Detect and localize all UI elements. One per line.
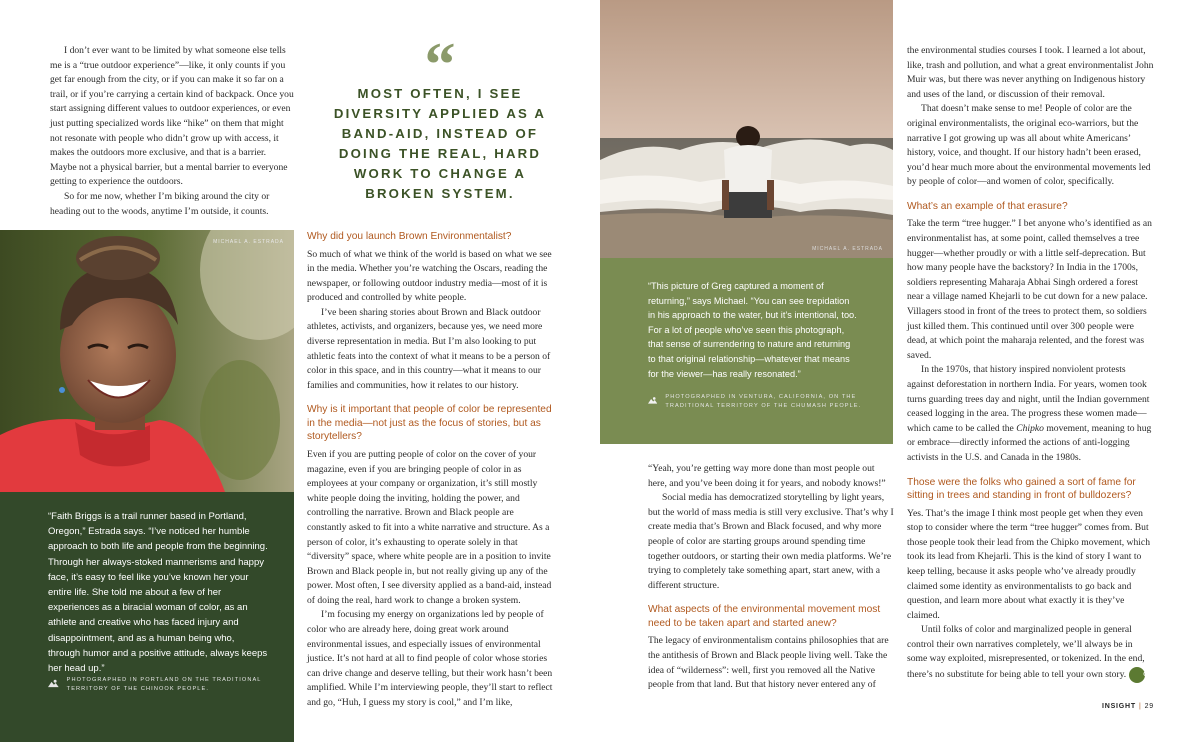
- paragraph: [907, 363, 1154, 465]
- paragraph: The legacy of environmentalism contains philosophies that are the antithesis of Brown and Black people living well. Take the idea of “wilderness”: well, first you removed all the Native people from that land. But that history never entered any of: [648, 635, 889, 691]
- photo-location-credit: [48, 676, 268, 694]
- interview-question: What aspects of the environmental movement most need to be taken apart and started anew?: [648, 604, 881, 629]
- pull-quote: [320, 31, 560, 204]
- left-column-intro: [50, 44, 294, 219]
- section-label: INSIGHT: [1101, 703, 1136, 710]
- left-caption-box: [0, 492, 294, 742]
- ocean-photo: [600, 0, 893, 258]
- interview-question: Those were the folks who gained a sort of fame for sitting in trees and standing in front of bulldozers?: [907, 476, 1136, 502]
- paragraph: Yes. That’s the image I think most people get when they even stop to consider where the term “tree hugger” comes from. But those people took their lead from the Chipko movement, which took its lead from Khejarli. This is the kind of story I want to keep telling, because it asks people who’ve already proudly claimed some identity as environmentalists to go back and question, and learn more about what exactly it is they’ve claimed.: [907, 507, 1150, 621]
- footer-separator: |: [1138, 703, 1142, 710]
- paragraph: Social media has democratized storytelling by light years, but the world of mass media is still very exclusive. That’s why I create media that’s Brown and Black focused, and why more people of color are starting groups around spending time together outdoors, or starting their own media platforms. We’re trying to completely take something apart, start anew, with a different structure.: [648, 492, 894, 591]
- page-footer: [1102, 703, 1154, 710]
- woman-smiling-portrait-icon: [0, 230, 294, 492]
- photo-location-credit: [648, 393, 868, 411]
- paragraph: [907, 623, 1154, 683]
- chipko-term: Chipko: [1016, 422, 1044, 434]
- paragraph: Even if you are putting people of color on the cover of your magazine, even if you are bringing people of color in as employees at your company or organization, it’s still mostly white people doing the inviting, holding the power, and controlling the narrative. Brown and Black people are constantly asked to fit into a white narrative and structure. As a person of color, it’s exhausting to operate solely in that “diversity” space, where white people are in a position to invite Brown and Black people in, but not really giving up any of the power. Most often, I see diversity applied as a band-aid, instead of doing the real, hard work to change a broken system.: [307, 448, 552, 606]
- portrait-caption: “Faith Briggs is a trail runner based in Portland, Oregon,” Estrada says. “I’ve noticed her humble approach to both life and people from the beginning. Through her always-stoked mannerisms and happy face, it’s easy to feel like you’ve known her your entire life. She told me about a few of her experiences as a biracial woman of color, as an athlete and creative who has faced injury and disappointment, and as a human being who, through humor and a positive attitude, always keeps her head up.”: [48, 511, 268, 675]
- ocean-photo-caption-box: [600, 258, 893, 444]
- text-run: Until folks of color and marginalized people in general control their own narratives completely, we’ll always be in some way exploited, misrepresented, or tokenized. In the end, there’s no substitute for being able to tell your own story.: [907, 624, 1145, 681]
- photo-credit: MICHAEL A. ESTRADA: [213, 239, 284, 245]
- paragraph: So much of what we think of the world is based on what we see in the media. Whether you’re watching the Oscars, reading the newspaper, or following outdoor industry media—most of it is produced and controlled by white people.: [307, 248, 552, 304]
- mountain-sun-icon: [648, 393, 657, 407]
- pull-quote-text: MOST OFTEN, I SEE DIVERSITY APPLIED AS A BAND-AID, INSTEAD OF DOING THE REAL, HARD WORK TO CHANGE A BROKEN SYSTEM.: [333, 86, 547, 201]
- photo-credit: MICHAEL A. ESTRADA: [812, 246, 883, 252]
- interview-question: Why is it important that people of color be represented in the media—not just as the focus of stories, but as storytellers?: [307, 404, 552, 443]
- portrait-photo: [0, 230, 294, 492]
- man-crouching-in-surf-icon: [600, 0, 893, 258]
- paragraph: I’ve been sharing stories about Brown and Black outdoor athletes, activists, and organizers, because yes, we need more diverse representation in media. But I’m also looking to put athletic feats into the context of what it means to be a person of color in this space, and in this country—what it means to our families and communities, how it relates to our history.: [307, 306, 551, 391]
- text-run: In the 1970s, that history inspired nonviolent protests against deforestation in northern India. For years, women took turns guarding trees day and night, until the Indian government ceased logging in the area. The progress these women made—which came to be called the: [907, 364, 1150, 434]
- interview-question: What’s an example of that erasure?: [907, 200, 1068, 212]
- middle-column: [307, 222, 554, 711]
- photo-location-text: PHOTOGRAPHED IN PORTLAND ON THE TRADITIONAL TERRITORY OF THE CHINOOK PEOPLE.: [66, 677, 262, 692]
- mountain-sun-icon: [48, 676, 59, 690]
- page-number: 29: [1144, 703, 1154, 710]
- interview-question: Why did you launch Brown Environmentalist?: [307, 231, 512, 242]
- paragraph: “Yeah, you’re getting way more done than most people out here, and you’ve been doing it for years, and nobody knows!”: [648, 463, 886, 489]
- paragraph: Take the term “tree hugger.” I bet anyone who’s identified as an environmentalist has, at some point, called themselves a tree hugger—whether proudly or with a little self-deprecation. But how many people have the backstory? In India in the 1700s, soldiers representing Maharaja Abhai Singh ordered a forest near a village named Khejarli to be cut down for a new palace. Villagers stood in front of the trees to protect them, so soldiers just killed them. This continued until over 300 people were dead, at which point the maharaja relented, and the forest was saved.: [907, 218, 1152, 361]
- photo-location-text: PHOTOGRAPHED IN VENTURA, CALIFORNIA, ON THE TRADITIONAL TERRITORY OF THE CHUMASH PEOPLE.: [665, 394, 862, 409]
- quote-mark: “: [424, 31, 456, 99]
- paragraph: So for me now, whether I’m biking around the city or heading out to the woods, anytime I’m outside, it counts.: [50, 190, 270, 217]
- paragraph: I’m focusing my energy on organizations led by people of color who are already here, doing great work around environmental issues, and especially issues of environmental justice. It’s not hard at all to find people of color whose stories can drive change and deserve telling, but their work hasn’t been amplified. While I’m interviewing people, they’ll start to reflect and go, “Huh, I guess my story is cool,” and I’m like,: [307, 609, 553, 709]
- paragraph: the environmental studies courses I took. I learned a lot about, like, trash and pollution, and what a great environmentalist John Muir was, but there was never anything on Indigenous history and uses of the land, or discussion of their removal.: [907, 45, 1154, 100]
- paragraph: That doesn’t make sense to me! People of color are the original environmentalists, the original eco-warriors, but the narrative I got growing up was all about white Americans’ history, voice, and thought. If our history hadn’t been erased, you’d hear much more about the environmental movements led by people of color—and women of color, specifically.: [907, 103, 1151, 188]
- right-middle-column: [648, 462, 895, 693]
- ocean-photo-caption: “This picture of Greg captured a moment of returning,” says Michael. “You can see trepidation in his approach to the water, but it’s intentional, too. For a lot of people who’ve seen this photograph, that sense of surrendering to nature and returning to that original relationship—whatever that means for the viewer—has really resonated.”: [648, 281, 857, 379]
- end-mark-icon: GP: [1129, 667, 1145, 683]
- text-run: movement, meaning to hug or embrace—directly informed the actions of anti-logging activists in the U.S. and Canada in the 1980s.: [907, 422, 1152, 463]
- right-column: [907, 44, 1154, 683]
- paragraph: I don’t ever want to be limited by what someone else tells me is a “true outdoor experience”—like, it only counts if you get far enough from the city, or if you can make it so far on a trail, or if you’re carrying a certain kind of backpack. Once you start assigning different values to outdoor experiences, or even just putting specialized words like “hike” on them that might not resonate with people who didn’t grow up with access, it makes the outdoors more exclusive, and that is a barrier. Maybe not a physical barrier, but a mental barrier to everyone getting to experience the outdoors.: [50, 45, 294, 188]
